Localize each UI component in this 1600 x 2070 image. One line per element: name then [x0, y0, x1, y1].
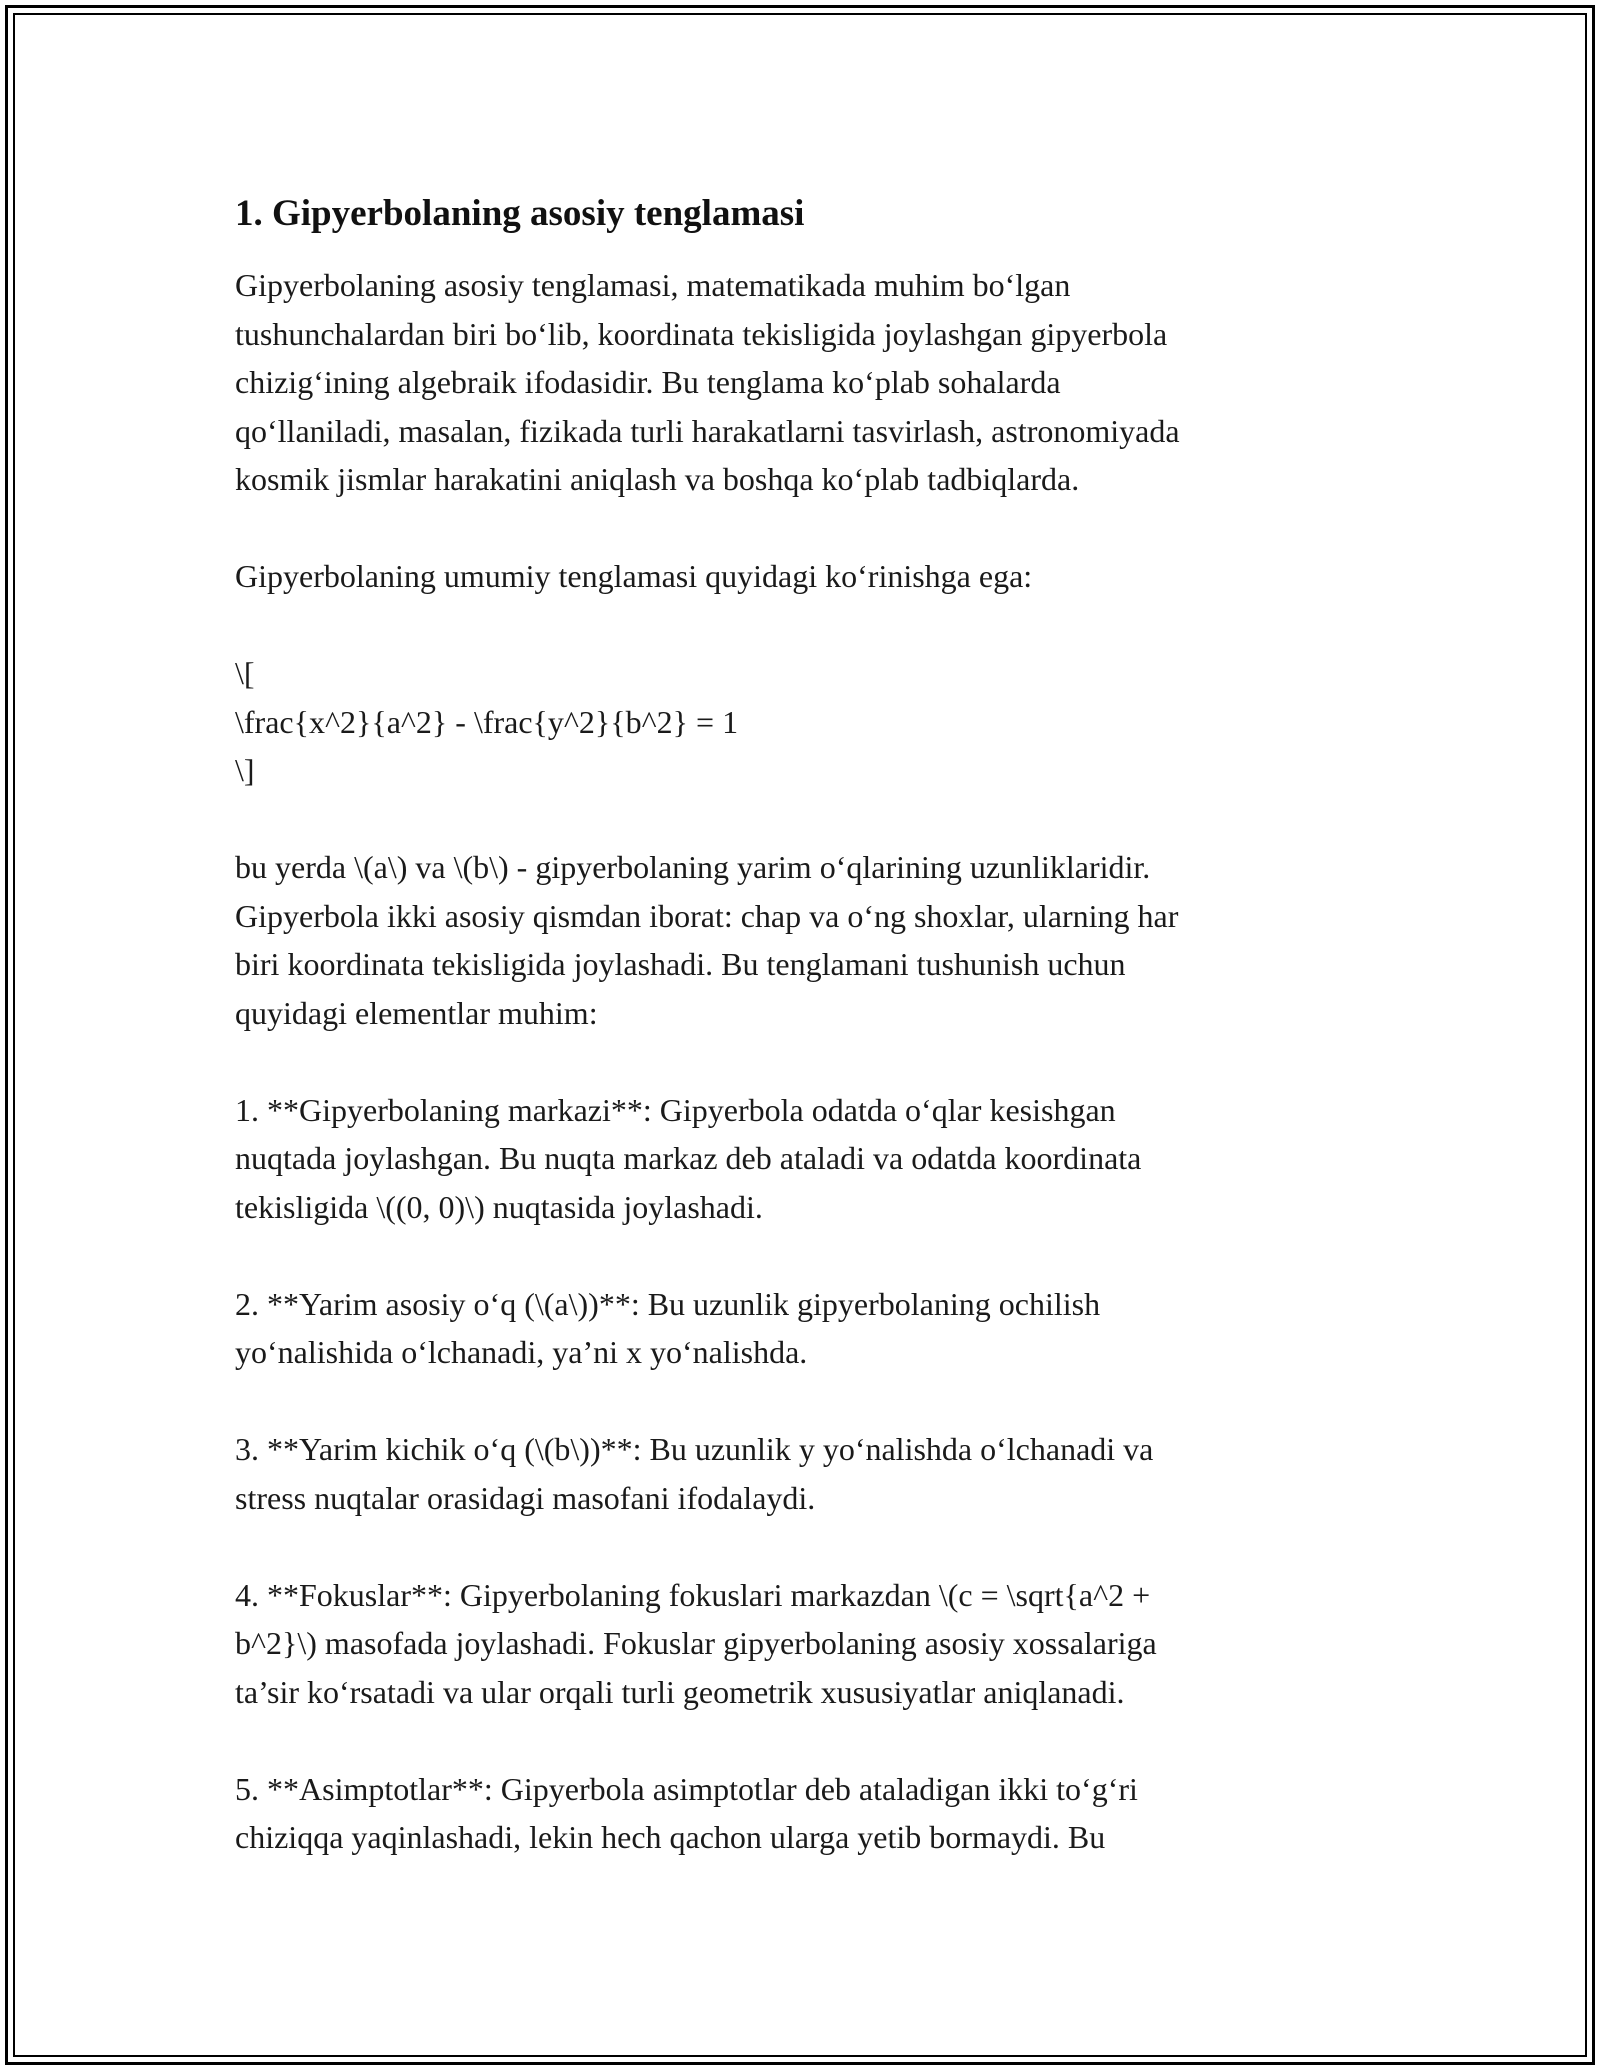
list-item-semi-major-axis: 2. **Yarim asosiy o‘q (\(a\))**: Bu uzunlik gipyerbolaning ochilish yo‘nalishida o‘lchanadi, ya’ni x yo‘nalishda.: [235, 1285, 1101, 1370]
document-body: [235, 190, 1365, 1862]
list-item-semi-minor-axis: 3. **Yarim kichik o‘q (\(b\))**: Bu uzunlik y yo‘nalishda o‘lchanadi va stress nuqtalar orasidagi masofani ifodalaydi.: [235, 1431, 1154, 1516]
list-item-asymptotes: 5. **Asimptotlar**: Gipyerbola asimptotlar deb ataladigan ikki to‘g‘ri chiziqqa yaqinlashadi, lekin hech qachon ularga yetib bormaydi. Bu: [235, 1770, 1138, 1855]
section-heading: 1. Gipyerbolaning asosiy tenglamasi: [235, 193, 805, 234]
equation-block: \[ \frac{x^2}{a^2} - \frac{y^2}{b^2} = 1 \]: [235, 655, 739, 788]
definitions-paragraph: bu yerda \(a\) va \(b\) - gipyerbolaning yarim o‘qlarining uzunliklaridir. Gipyerbola ikki asosiy qismdan iborat: chap va o‘ng shoxlar, ularning har biri koordinata tekisligida joylashadi. Bu tenglamani tushunish uchun quyidagi elementlar muhim:: [235, 849, 1179, 1031]
general-equation-intro: Gipyerbolaning umumiy tenglamasi quyidagi ko‘rinishga ega:: [235, 558, 1033, 594]
list-item-center: 1. **Gipyerbolaning markazi**: Gipyerbola odatda o‘qlar kesishgan nuqtada joylashgan. Bu nuqta markaz deb ataladi va odatda koordinata tekisligida \((0, 0)\) nuqtasida joylashadi.: [235, 1091, 1142, 1225]
intro-paragraph: Gipyerbolaning asosiy tenglamasi, matematikada muhim bo‘lgan tushunchalardan biri bo‘lib, koordinata tekisligida joylashgan gipyerbola chizig‘ining algebraik ifodasidir. Bu tenglama ko‘plab sohalarda qo‘llaniladi, masalan, fizikada turli harakatlarni tasvirlash, astronomiyada kosmik jismlar harakatini aniqlash va boshqa ko‘plab tadbiqlarda.: [235, 267, 1180, 497]
list-item-foci: 4. **Fokuslar**: Gipyerbolaning fokuslari markazdan \(c = \sqrt{a^2 + b^2}\) masofada joylashadi. Fokuslar gipyerbolaning asosiy xossalariga ta’sir ko‘rsatadi va ular orqali turli geometrik xususiyatlar aniqlanadi.: [235, 1576, 1157, 1710]
